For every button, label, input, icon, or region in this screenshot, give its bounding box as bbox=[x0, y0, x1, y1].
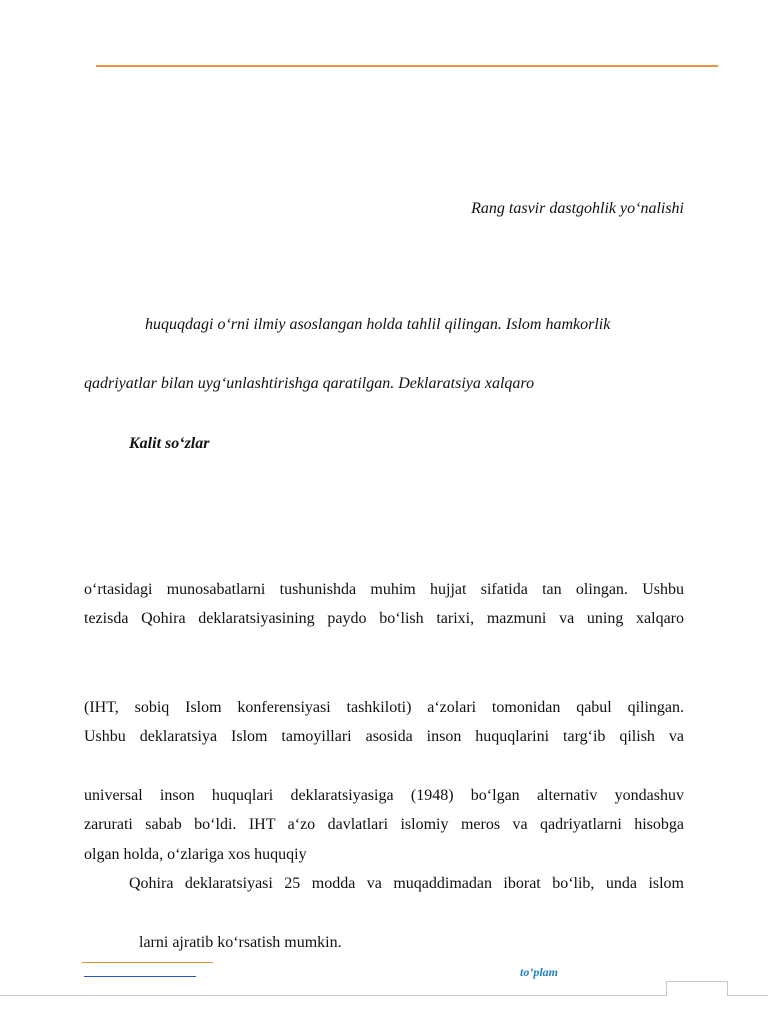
body-line-5: universal inson huquqlari deklaratsiyasiga (1948) bo‘lgan alternativ yondashuv bbox=[84, 787, 684, 804]
header-rule bbox=[96, 65, 718, 67]
body-line-3: (IHT, sobiq Islom konferensiyasi tashkiloti) a‘zolari tomonidan qabul qilingan. bbox=[84, 699, 684, 716]
footer-text: to’plam bbox=[520, 965, 558, 979]
footer-rule bbox=[82, 962, 213, 963]
footer-link-underline[interactable] bbox=[84, 976, 196, 977]
page-tab bbox=[666, 981, 728, 996]
document-subtitle: Rang tasvir dastgohlik yo‘nalishi bbox=[471, 200, 684, 217]
keywords-heading: Kalit so‘zlar bbox=[129, 435, 210, 452]
page-bottom-edge bbox=[0, 995, 768, 996]
abstract-line-1: huquqdagi o‘rni ilmiy asoslangan holda tahlil qilingan. Islom hamkorlik bbox=[145, 316, 611, 333]
body-line-8: Qohira deklaratsiyasi 25 modda va muqaddimadan iborat bo‘lib, unda islom bbox=[129, 875, 684, 892]
body-line-2: tezisda Qohira deklaratsiyasining paydo bo‘lish tarixi, mazmuni va uning xalqaro bbox=[84, 610, 684, 627]
body-line-1: o‘rtasidagi munosabatlarni tushunishda muhim hujjat sifatida tan olingan. Ushbu bbox=[84, 581, 684, 598]
body-line-6: zarurati sabab bo‘ldi. IHT a‘zo davlatlari islomiy meros va qadriyatlarni hisobga bbox=[84, 816, 684, 833]
body-line-9: larni ajratib ko‘rsatish mumkin. bbox=[139, 934, 342, 951]
body-line-7: olgan holda, o‘zlariga xos huquqiy bbox=[84, 846, 307, 863]
body-line-4: Ushbu deklaratsiya Islom tamoyillari asosida inson huquqlarini targ‘ib qilish va bbox=[84, 728, 684, 745]
abstract-line-2: qadriyatlar bilan uyg‘unlashtirishga qaratilgan. Deklaratsiya xalqaro bbox=[84, 375, 535, 392]
